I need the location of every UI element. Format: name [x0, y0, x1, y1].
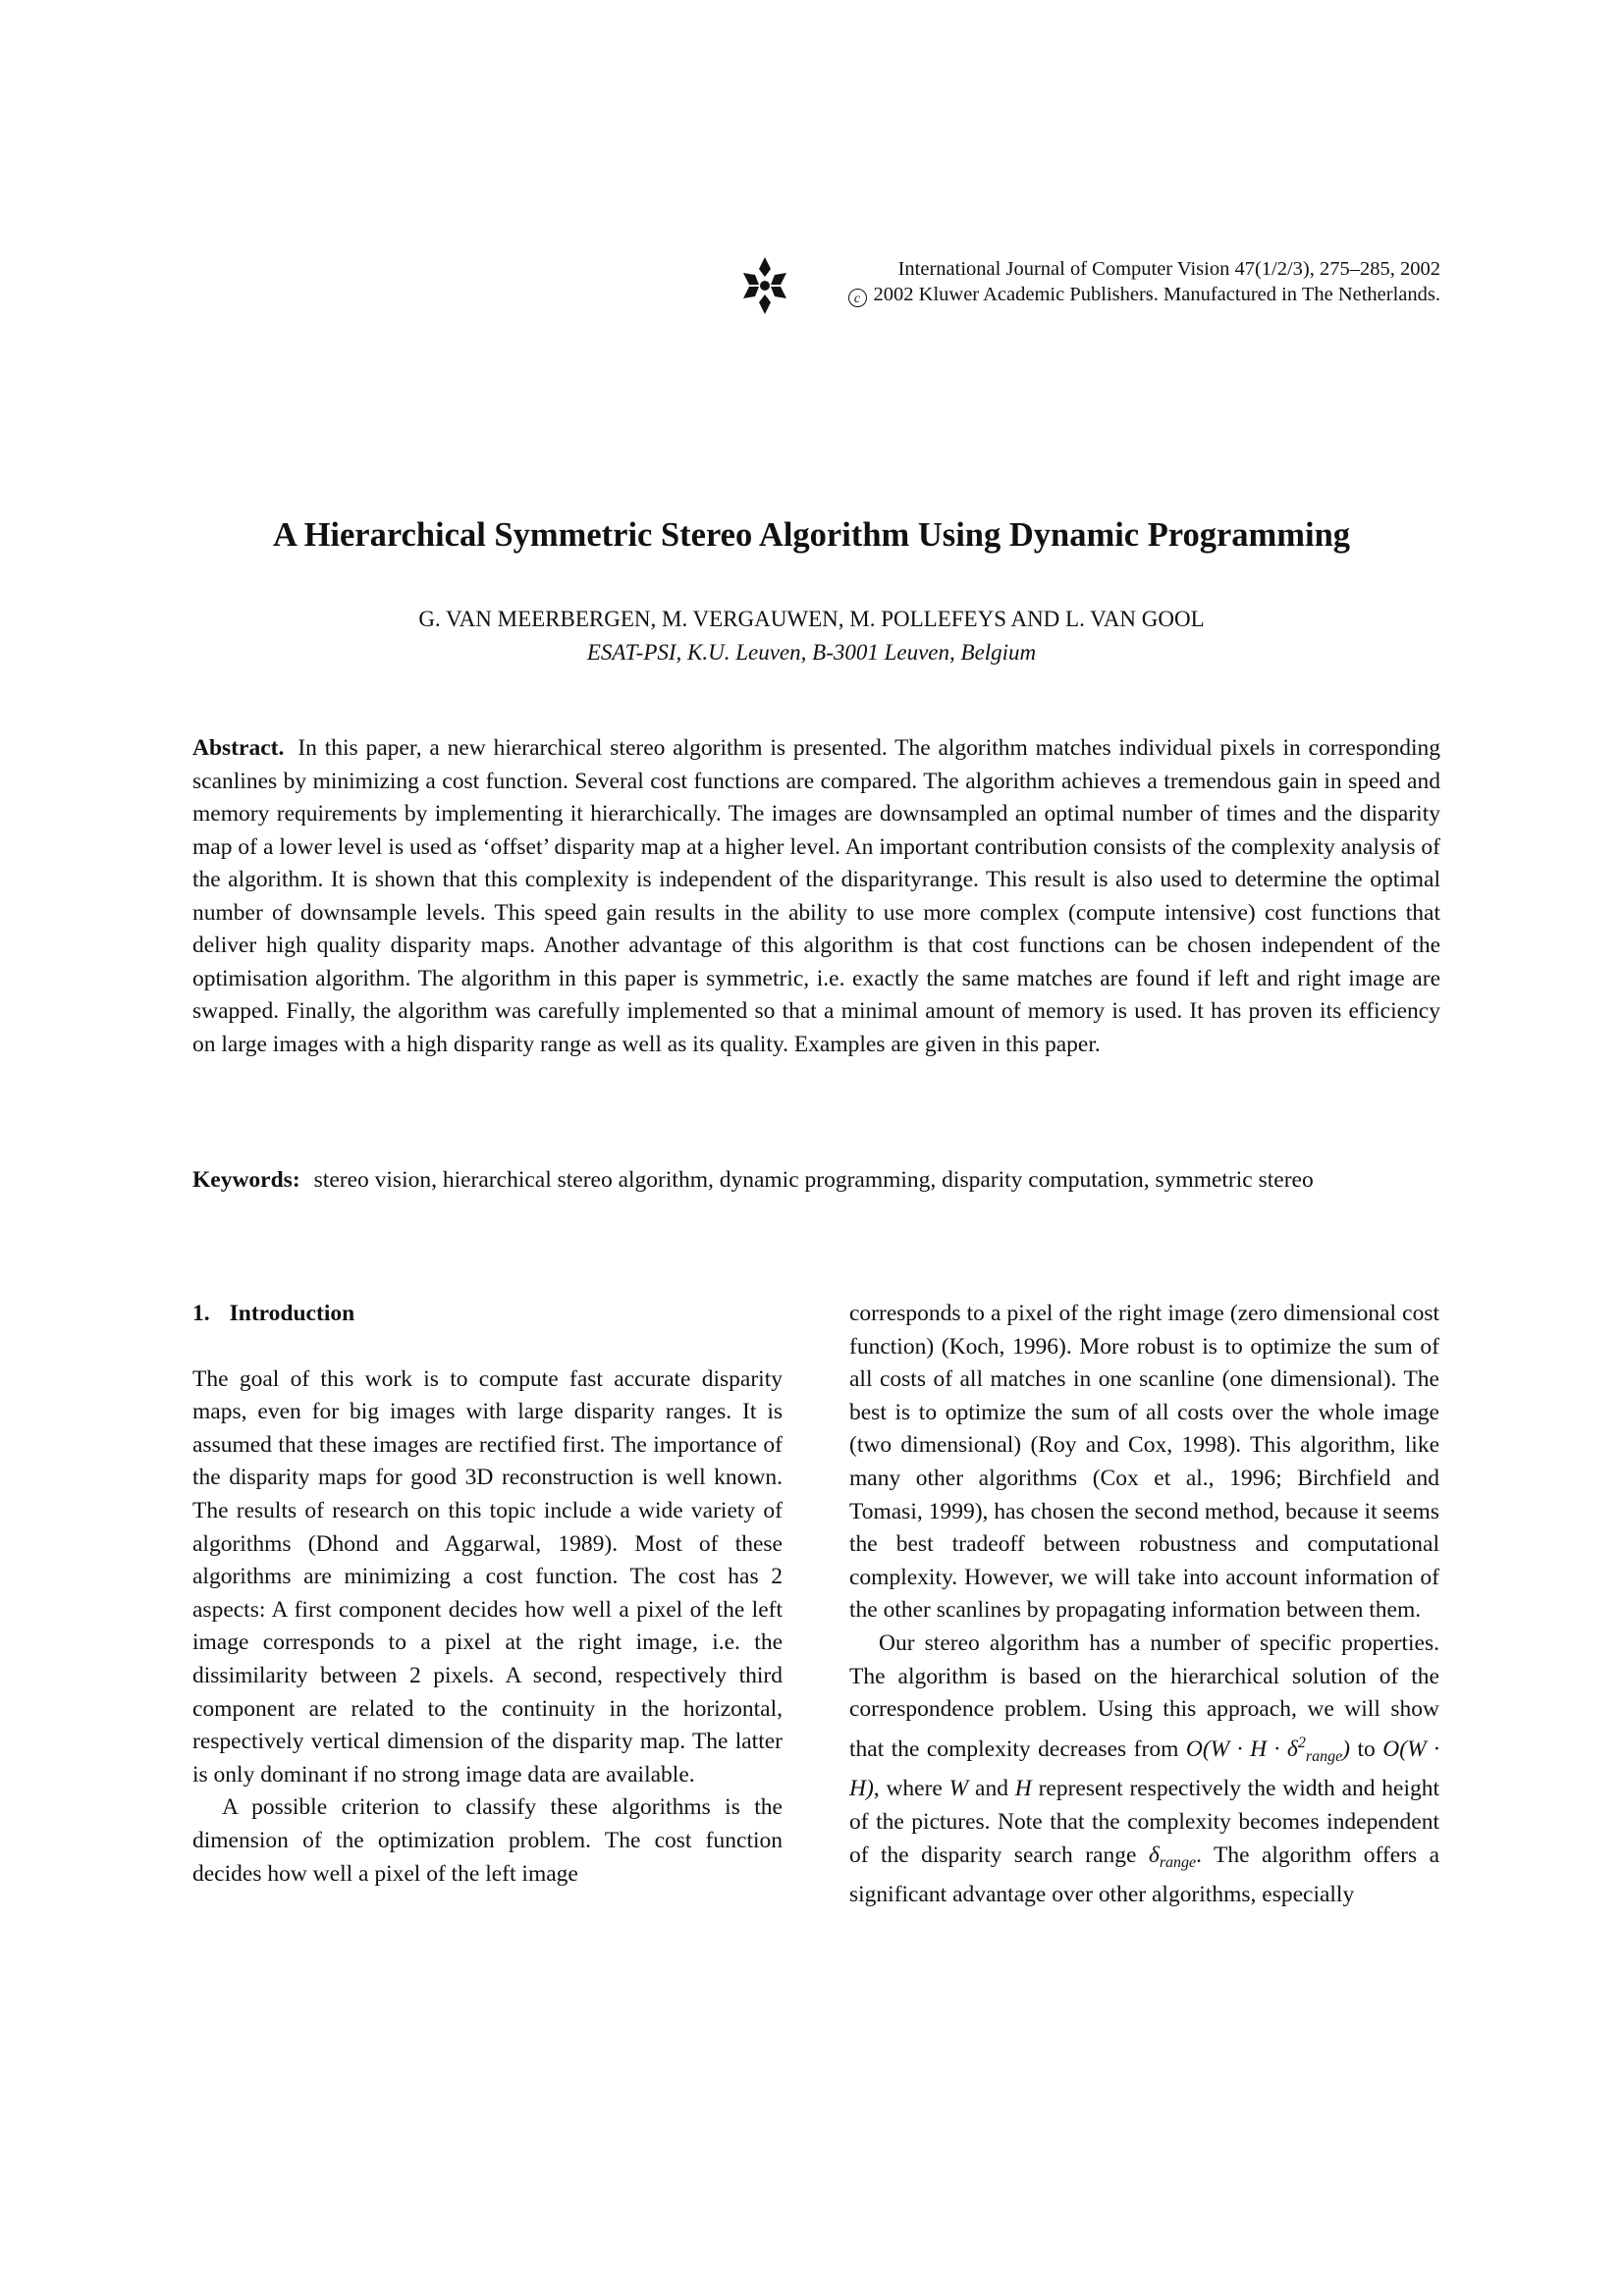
right-column	[849, 1298, 1439, 1912]
abstract-text: In this paper, a new hierarchical stereo algorithm is presented. The algorithm matches individual pixels in corresponding scanlines by minimizing a cost function. Several cost functions are compared. The algorithm achieves a tremendous gain in speed and memory requirements by implementing it hierarchically. The images are downsampled an optimal number of times and the disparity map of a lower level is used as ‘offset’ disparity map at a higher level. An important contribution consists of the complexity analysis of the algorithm. It is shown that this complexity is independent of the disparityrange. This result is also used to determine the optimal number of downsample levels. This speed gain results in the ability to use more complex (compute intensive) cost functions that deliver high quality disparity maps. Another advantage of this algorithm is that cost functions can be chosen independent of the optimisation algorithm. The algorithm in this paper is symmetric, i.e. exactly the same matches are found if left and right image are swapped. Finally, the algorithm was carefully implemented so that a minimal amount of memory is used. It has proven its efficiency on large images with a high disparity range as well as its quality. Examples are given in this paper.	[192, 735, 1440, 1057]
journal-citation: International Journal of Computer Vision 47(1/2/3), 275–285, 2002	[897, 258, 1440, 280]
keywords	[192, 1164, 1440, 1198]
intro-paragraph-1: The goal of this work is to compute fast accurate disparity maps, even for big images with large disparity ranges. It is assumed that these images are rectified first. The importance of the disparity maps for good 3D reconstruction is well known. The results of research on this topic include a wide variety of algorithms (Dhond and Aggarwal, 1989). Most of these algorithms are minimizing a cost function. The cost has 2 aspects: A first component decides how well a pixel of the left image corresponds to a pixel at the right image, i.e. the dissimilarity between 2 pixels. A second, respectively third component are related to the continuity in the horizontal, respectively vertical dimension of the disparity map. The latter is only dominant if no strong image data are available.	[192, 1365, 783, 1788]
paper-title: A Hierarchical Symmetric Stereo Algorithm Using Dynamic Programming	[272, 516, 1351, 554]
section-title: Introduction	[229, 1301, 355, 1326]
copyright-notice	[848, 282, 1440, 307]
author-list: G. VAN MEERBERGEN, M. VERGAUWEN, M. POLLEFEYS AND L. VAN GOOL	[418, 607, 1205, 631]
journal-header	[741, 251, 1440, 320]
intro-paragraph-3: corresponds to a pixel of the right image (zero dimensional cost function) (Koch, 1996). More robust is to optimize the sum of all costs of all matches in one scanline (one dimensional). The best is to optimize the sum of all costs over the whole image (two dimensional) (Roy and Cox, 1998). This algorithm, like many other algorithms (Cox et al., 1996; Birchfield and Tomasi, 1999), has chosen the second method, because it seems the best tradeoff between robustness and computational complexity. However, we will take into account information of the other scanlines by propagating information between them.	[849, 1301, 1439, 1624]
copyright-text: 2002 Kluwer Academic Publishers. Manufactured in The Netherlands.	[873, 284, 1440, 305]
keywords-text: stereo vision, hierarchical stereo algorithm, dynamic programming, disparity computation, symmetric stereo	[313, 1167, 1314, 1193]
kluwer-logo-icon	[741, 255, 788, 316]
abstract	[192, 732, 1440, 1061]
keywords-label: Keywords:	[192, 1167, 300, 1193]
intro-paragraph-4: Our stereo algorithm has a number of specific properties. The algorithm is based on the hierarchical solution of the correspondence problem. Using this approach, we will show that the complexity decreases from $O(W \cdot H \cdot \delta^2_{range})$ to O(W · H), where W and H represent respectively the width and height of the pictures. Note that the complexity becomes independent of the disparity search range $\delta_{range}$. The algorithm offers a significant advantage over other algorithms, especially	[849, 1629, 1440, 1908]
complexity-formula-before: $O(W \cdot H \cdot \delta^2_{range})$	[1185, 1734, 1350, 1765]
author-affiliation: ESAT-PSI, K.U. Leuven, B-3001 Leuven, Belgium	[586, 640, 1037, 665]
left-column	[192, 1298, 783, 1891]
disparity-range-symbol: $\delta_{range}$	[1148, 1842, 1197, 1871]
section-heading	[192, 1298, 783, 1331]
complexity-formula-after: O(W · H)	[849, 1735, 1440, 1802]
section-number: 1.	[192, 1301, 210, 1326]
abstract-label: Abstract.	[192, 735, 285, 761]
intro-paragraph-2: A possible criterion to classify these algorithms is the dimension of the optimization problem. The cost function decides how well a pixel of the left image	[192, 1794, 783, 1887]
copyright-icon: c	[848, 289, 867, 307]
